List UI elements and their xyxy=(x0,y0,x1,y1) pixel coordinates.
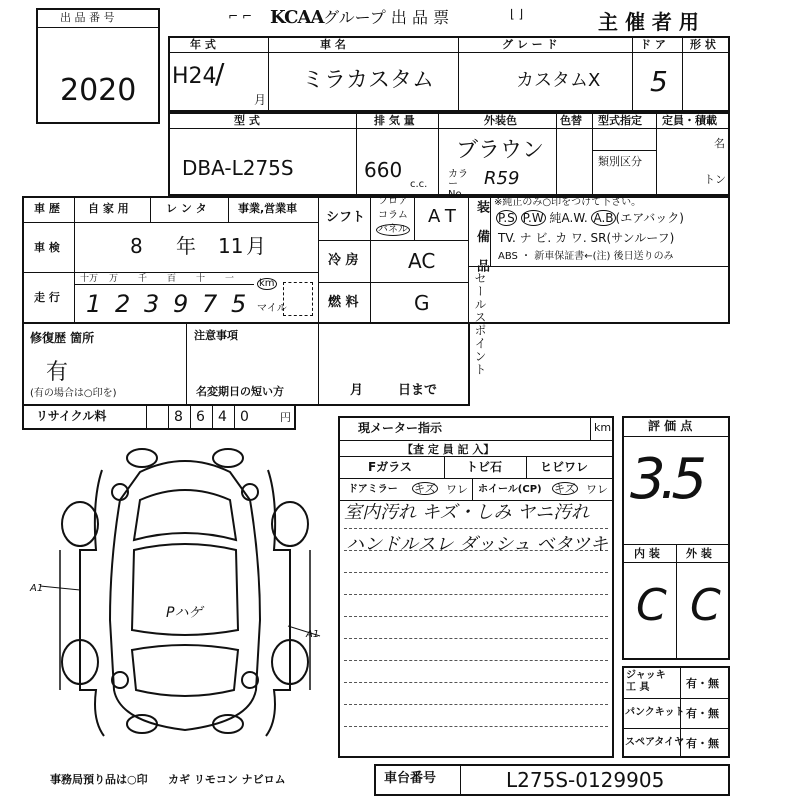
brand-logo: KCAA xyxy=(270,7,324,28)
recycle-digit: 0 xyxy=(240,409,249,425)
mileage-unit-label: 十 xyxy=(196,274,206,284)
mirror-crack: ワレ xyxy=(446,483,468,496)
capacity-unit-ton: トン xyxy=(704,173,726,186)
equipment-line-1: P.S P.W 純A.W. A.B (エアバック) xyxy=(498,211,684,225)
color-label: 外装色 xyxy=(484,114,517,127)
shift-column: コラム xyxy=(378,210,408,221)
exterior-grade-label: 外 装 xyxy=(686,547,712,560)
spare-tire-option: 有・無 xyxy=(686,737,719,750)
grade-label: グ レ ー ド xyxy=(502,38,558,51)
mileage-digit: 7 xyxy=(202,290,218,318)
meter-label: 現メーター指示 xyxy=(358,421,443,435)
chassis-label: 車台番号 xyxy=(384,771,437,786)
history-rental: レ ン タ xyxy=(166,202,207,215)
mileage-unit-label: 十万 xyxy=(80,274,99,284)
interior-grade: C xyxy=(636,580,667,631)
puncture-kit-option: 有・無 xyxy=(686,707,719,720)
left-damage-mark: A1 xyxy=(30,583,44,594)
exterior-color: ブラウン xyxy=(456,138,545,163)
mileage-unit-label: 千 xyxy=(138,274,148,284)
equipment-note: ※純正のみ○印をつけて下さい。 xyxy=(494,197,642,208)
car-name-label: 車 名 xyxy=(320,38,346,51)
crack-label: ヒビワレ xyxy=(540,460,589,474)
model-label: 型 式 xyxy=(234,114,260,127)
repair-note: (有の場合は○印を) xyxy=(30,388,117,399)
capacity-unit-people: 名 xyxy=(714,137,725,150)
repair-value: 有 xyxy=(46,360,69,385)
form-title: .グループ 出 品 票 xyxy=(318,8,450,27)
jack-label: ジャッキ 工 具 xyxy=(626,670,666,693)
recycle-unit: 円 xyxy=(280,411,291,424)
cc-unit: c.c. xyxy=(410,179,428,190)
equipment-line-2: TV. ナ ビ. カ ワ. SR(サンルーフ) xyxy=(498,231,675,245)
history-business: 事業,営業車 xyxy=(238,202,298,215)
year-label: 年 式 xyxy=(190,38,216,51)
equipment-label: 装 備 品 xyxy=(474,200,489,279)
mileage-unit-label: 百 xyxy=(167,274,177,284)
fuel-label: 燃 料 xyxy=(328,295,359,310)
equipment-line-3: ABS ・ 新車保証書←(注) 後日送りのみ xyxy=(498,251,674,262)
mileage-label: 走 行 xyxy=(34,291,60,304)
shaken-label: 車 検 xyxy=(34,241,60,254)
month-suffix: 月 xyxy=(254,93,267,107)
km-unit: km xyxy=(259,278,275,289)
door-mirror-label: ドアミラー xyxy=(348,484,398,495)
fuel-value: G xyxy=(414,291,430,315)
shaken-month: 11 xyxy=(218,234,244,258)
notes-label: 注意事項 xyxy=(194,329,238,342)
shaken-month-unit: 月 xyxy=(246,234,266,258)
roof-damage-note: Pハゲ xyxy=(166,605,203,621)
recycle-digit: 6 xyxy=(196,409,205,425)
office-note: 事務局預り品は○印 xyxy=(50,773,148,786)
doors: 5 xyxy=(650,65,668,98)
mileage-digit: 2 xyxy=(115,290,131,318)
history-private: 自 家 用 xyxy=(88,202,129,215)
wheel-label: ホイール(CP) xyxy=(478,484,542,495)
chassis-number: L275S-0129905 xyxy=(506,768,665,792)
stone-chip-label: トビ石 xyxy=(466,460,503,474)
mirror-scratch: キズ xyxy=(414,482,436,495)
car-damage-diagram xyxy=(20,440,350,740)
f-glass-label: Fガラス xyxy=(368,460,412,474)
color-code-label: カラー No. xyxy=(448,169,468,200)
interior-grade-label: 内 装 xyxy=(634,547,660,560)
jack-option: 有・無 xyxy=(686,677,719,690)
mile-unit: マイル xyxy=(257,303,287,314)
deadline-month: 月 xyxy=(350,383,364,398)
recycle-label: リサイクル料 xyxy=(36,409,107,423)
shift-panel: パネル xyxy=(378,224,408,235)
displacement: 660 xyxy=(364,158,403,182)
color-code: R59 xyxy=(484,168,520,189)
body-label: 形 状 xyxy=(690,38,716,51)
sales-point-label: セールスポイント xyxy=(473,272,487,376)
class-label: 類別区分 xyxy=(598,155,642,168)
shift-value: AT xyxy=(428,206,462,227)
ac-label: 冷 房 xyxy=(328,253,359,268)
inspector-section-label: 【査 定 員 記 入】 xyxy=(402,443,495,456)
inspector-remark-2: ハンドルスレ ダッシュ ベタツキ xyxy=(346,534,609,555)
mileage-digit: 5 xyxy=(231,290,247,318)
shift-floor: フロア xyxy=(378,196,408,207)
shift-label: シフト xyxy=(326,210,366,225)
shaken-year: 8 xyxy=(130,234,143,258)
evaluation-score: 3.5 xyxy=(630,447,702,512)
exterior-grade: C xyxy=(690,580,721,631)
right-damage-mark: A1 xyxy=(306,629,320,640)
name-change-deadline: 名変期日の短い方 xyxy=(196,385,284,398)
repair-label: 修復歴 箇所 xyxy=(30,331,95,345)
model-spec-label: 型式指定 xyxy=(598,114,642,127)
lot-number: 2020 xyxy=(60,73,137,108)
model-year: H24 xyxy=(172,64,217,89)
score-label: 評 価 点 xyxy=(648,419,693,433)
puncture-kit-label: パンクキット xyxy=(625,707,685,718)
history-label: 車 歴 xyxy=(34,202,60,215)
meter-unit: km xyxy=(594,421,612,434)
grade: カスタムX xyxy=(516,70,601,91)
interior-color-label: 色替 xyxy=(560,114,582,127)
model-code: DBA-L275S xyxy=(182,156,294,180)
ac-value: AC xyxy=(408,249,436,273)
capacity-label: 定員・積載 xyxy=(662,114,717,127)
wheel-crack: ワレ xyxy=(586,483,608,496)
spare-tire-label: スペアタイヤ xyxy=(625,737,685,748)
office-items: カギ リモコン ナビロム xyxy=(168,773,286,786)
wheel-scratch: キズ xyxy=(554,482,576,495)
displacement-label: 排 気 量 xyxy=(374,114,415,127)
doors-label: ド ア xyxy=(640,38,666,51)
inspector-remark-1: 室内汚れ キズ・しみ ヤニ汚れ xyxy=(344,502,590,523)
mileage-digit: 1 xyxy=(86,290,102,318)
organizer-label: 主 催 者 用 xyxy=(598,10,699,34)
recycle-digit: 4 xyxy=(218,409,227,425)
lot-number-label: 出 品 番 号 xyxy=(60,11,115,24)
recycle-digit: 8 xyxy=(174,409,183,425)
car-name: ミラカスタム xyxy=(302,68,435,93)
mileage-digit: 9 xyxy=(173,290,189,318)
mileage-digit: 3 xyxy=(144,290,160,318)
mileage-unit-label: 一 xyxy=(225,274,235,284)
shaken-year-unit: 年 xyxy=(176,234,196,258)
deadline-day: 日まで xyxy=(398,383,438,398)
mileage-unit-label: 万 xyxy=(109,274,119,284)
